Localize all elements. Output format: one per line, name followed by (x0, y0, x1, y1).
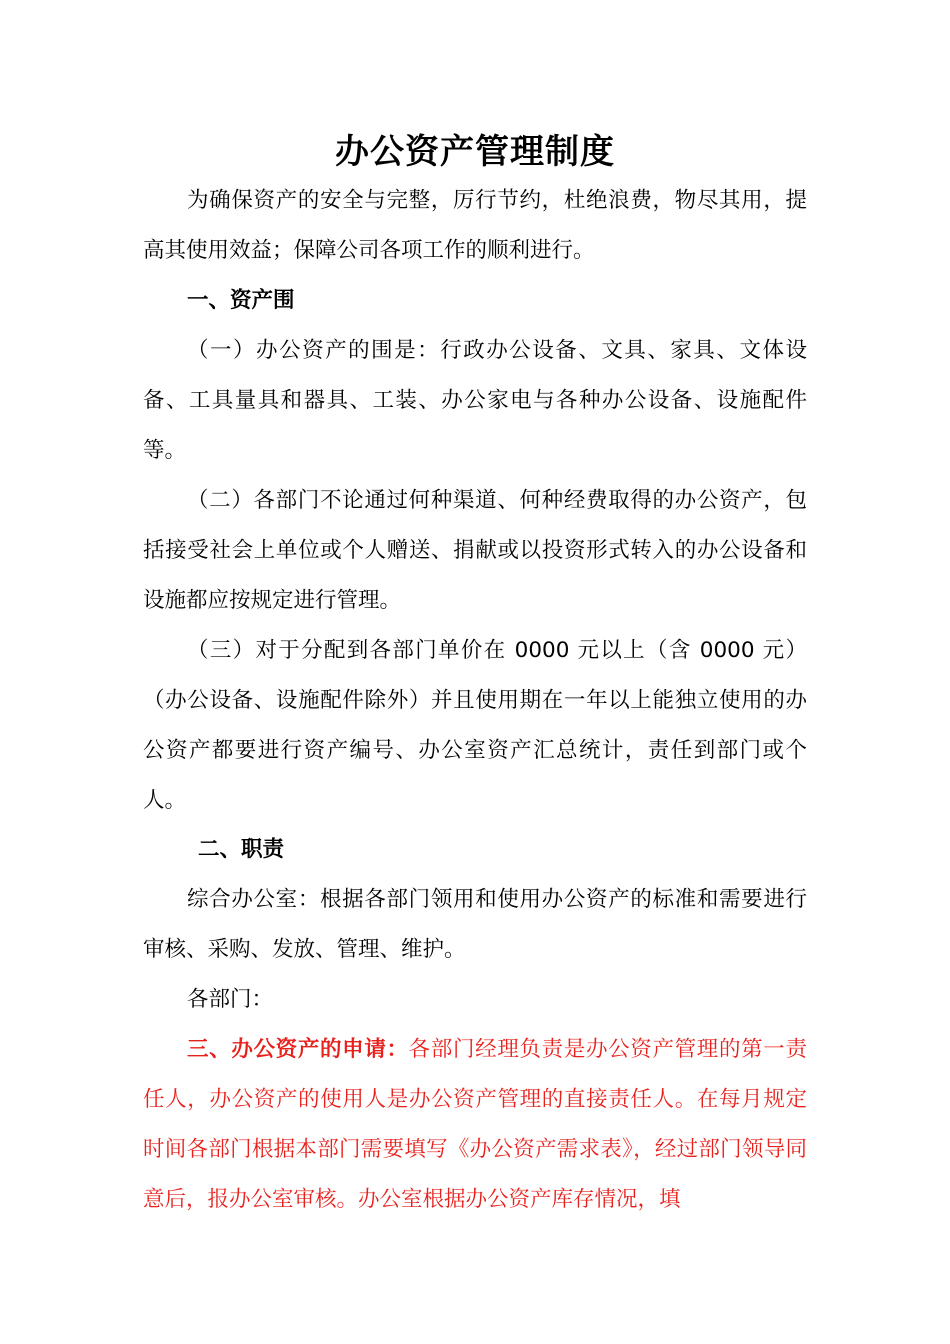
office-duty-paragraph: 综合办公室：根据各部门领用和使用办公资产的标准和需要进行审核、采购、发放、管理、维护。 (143, 887, 807, 962)
section1-item-3: （三）对于分配到各部门单价在 0000 元以上（含 0000 元）（办公设备、设施配件除外）并且使用期在一年以上能独立使用的办公资产都要进行资产编号、办公室资产汇总统计，责任到部门或个人。 (143, 638, 807, 813)
departments-paragraph: 各部门： (187, 987, 274, 1012)
section3-paragraph (143, 1025, 807, 1225)
section3-text: 各部门经理负责是办公资产管理的第一责任人，办公资产的使用人是办公资产管理的直接责任人。在每月规定时间各部门根据本部门需要填写《办公资产需求表》，经过部门领导同意后，报办公室审核。办公室根据办公资产库存情况，填 (143, 1037, 807, 1212)
section2-heading: 二、职责 (198, 837, 285, 862)
intro-paragraph: 为确保资产的安全与完整，厉行节约，杜绝浪费，物尽其用，提高其使用效益；保障公司各项工作的顺利进行。 (143, 188, 807, 263)
section1-item-1: （一）办公资产的围是：行政办公设备、文具、家具、文体设备、工具量具和器具、工装、办公家电与各种办公设备、设施配件等。 (143, 338, 807, 463)
document-title: 办公资产管理制度 (335, 132, 615, 172)
section3-heading: 三、办公资产的申请： (187, 1037, 409, 1062)
section1-heading: 一、资产围 (187, 288, 295, 313)
section1-item-2: （二）各部门不论通过何种渠道、何种经费取得的办公资产，包括接受社会上单位或个人赠送、捐献或以投资形式转入的办公设备和设施都应按规定进行管理。 (143, 488, 807, 613)
